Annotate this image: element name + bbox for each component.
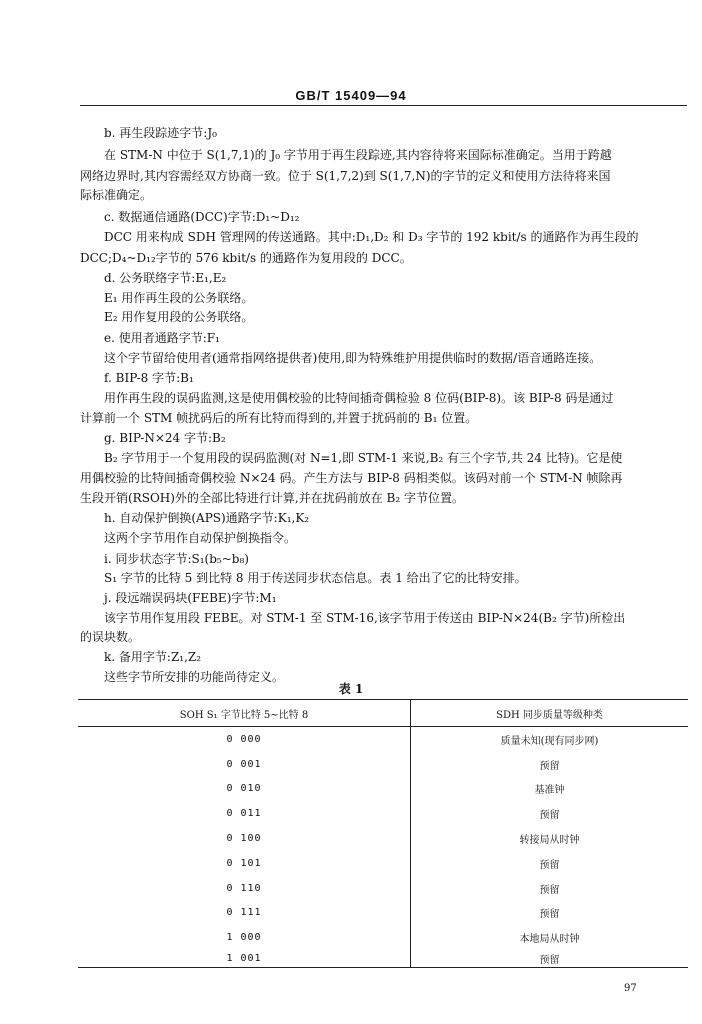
section-heading: f. BIP-8 字节:B₁	[104, 371, 194, 385]
paragraph-line: 这些字节所安排的功能尚待定义。	[104, 670, 285, 684]
table-row	[78, 826, 688, 851]
quality-cell: 预留	[539, 955, 560, 967]
section-heading: e. 使用者通路字节:F₁	[104, 331, 220, 345]
table-row	[78, 851, 688, 876]
quality-cell: 基准钟	[534, 785, 565, 797]
paragraph-line: 的误块数。	[80, 630, 141, 644]
paragraph-line: S₁ 字节的比特 5 到比特 8 用于传送同步状态信息。表 1 给出了它的比特安排。	[104, 571, 527, 585]
sync-status-table	[78, 699, 688, 970]
paragraph-line: 这个字节留给使用者(通常指网络提供者)使用,即为特殊维护用提供临时的数据/语音通路连接。	[104, 351, 602, 365]
paragraph-line: 际标准确定。	[80, 188, 153, 202]
table-header-quality: SDH 同步质量等级种类	[411, 700, 689, 727]
bits-cell: 1 001	[78, 950, 411, 968]
bits-cell: 0 000	[78, 727, 411, 752]
section-heading: i. 同步状态字节:S₁(b₅~b₈)	[104, 552, 249, 566]
paragraph-line: 这两个字节用作自动保护倒换指令。	[104, 531, 297, 545]
table-row	[78, 752, 688, 777]
table-row	[78, 801, 688, 826]
table-caption: 表 1	[338, 682, 364, 696]
quality-cell: 预留	[539, 810, 560, 822]
quality-cell: 预留	[539, 884, 560, 896]
bits-cell: 1 000	[78, 925, 411, 950]
section-heading: g. BIP-N×24 字节:B₂	[104, 431, 226, 445]
table-row	[78, 950, 688, 968]
paragraph-line: 生段开销(RSOH)外的全部比特进行计算,并在扰码前放在 B₂ 字节位置。	[80, 491, 464, 505]
paragraph-line: B₂ 字节用于一个复用段的误码监测(对 N=1,即 STM-1 来说,B₂ 有三个字节,共 24 比特)。它是使	[104, 451, 623, 465]
table-row	[78, 727, 688, 752]
section-heading: b. 再生段踪迹字节:J₀	[104, 126, 217, 140]
table-row	[78, 777, 688, 802]
paragraph-line: E₁ 用作再生段的公务联络。	[104, 291, 254, 305]
table-row	[78, 901, 688, 926]
section-heading: j. 段远端误码块(FEBE)字节:M₁	[104, 591, 277, 605]
paragraph-line: DCC 用来构成 SDH 管理网的传送通路。其中:D₁,D₂ 和 D₃ 字节的 192 kbit/s 的通路作为再生段的	[104, 230, 639, 244]
quality-cell: 质量未知(现有同步网)	[500, 735, 599, 747]
paragraph-line: 网络边界时,其内容需经双方协商一致。位于 S(1,7,2)到 S(1,7,N)的字节的定义和使用方法待将来国	[80, 169, 611, 183]
page-number: 97	[624, 983, 637, 994]
section-heading: c. 数据通信通路(DCC)字节:D₁~D₁₂	[104, 210, 300, 224]
bits-cell: 0 010	[78, 777, 411, 802]
table-row	[78, 876, 688, 901]
section-heading: k. 备用字节:Z₁,Z₂	[104, 650, 202, 664]
bits-cell: 0 110	[78, 876, 411, 901]
paragraph-line: E₂ 用作复用段的公务联络。	[104, 310, 254, 324]
paragraph-line: 用作再生段的误码监测,这是使用偶校验的比特间插奇偶检验 8 位码(BIP-8)。该 BIP-8 码是通过	[104, 391, 614, 405]
paragraph-line: DCC;D₄~D₁₂字节的 576 kbit/s 的通路作为复用段的 DCC。	[80, 251, 412, 265]
document-header: GB/T 15409—94	[295, 88, 407, 103]
bits-cell: 0 111	[78, 901, 411, 926]
quality-cell: 转接局从时钟	[519, 835, 580, 847]
quality-cell: 本地局从时钟	[519, 934, 580, 946]
header-rule	[80, 105, 687, 106]
quality-cell: 预留	[539, 859, 560, 871]
paragraph-line: 该字节用作复用段 FEBE。对 STM-1 至 STM-16,该字节用于传送由 BIP-N×24(B₂ 字节)所检出	[104, 611, 626, 625]
table-row	[78, 925, 688, 950]
bits-cell: 0 001	[78, 752, 411, 777]
table-header-bits: SOH S₁ 字节比特 5~比特 8	[78, 700, 411, 727]
quality-cell: 预留	[539, 760, 560, 772]
section-heading: d. 公务联络字节:E₁,E₂	[104, 271, 227, 285]
quality-cell: 预留	[539, 909, 560, 921]
paragraph-line: 在 STM-N 中位于 S(1,7,1)的 J₀ 字节用于再生段踪迹,其内容待将来国际标准确定。当用于跨越	[104, 148, 612, 162]
bits-cell: 0 100	[78, 826, 411, 851]
bits-cell: 0 101	[78, 851, 411, 876]
bits-cell: 0 011	[78, 801, 411, 826]
paragraph-line: 用偶校验的比特间插奇偶校验 N×24 码。产生方法与 BIP-8 码相类似。该码对前一个 STM-N 帧除再	[80, 471, 623, 485]
section-heading: h. 自动保护倒换(APS)通路字节:K₁,K₂	[104, 511, 310, 525]
paragraph-line: 计算前一个 STM 帧扰码后的所有比特而得到的,并置于扰码前的 B₁ 位置。	[80, 411, 478, 425]
